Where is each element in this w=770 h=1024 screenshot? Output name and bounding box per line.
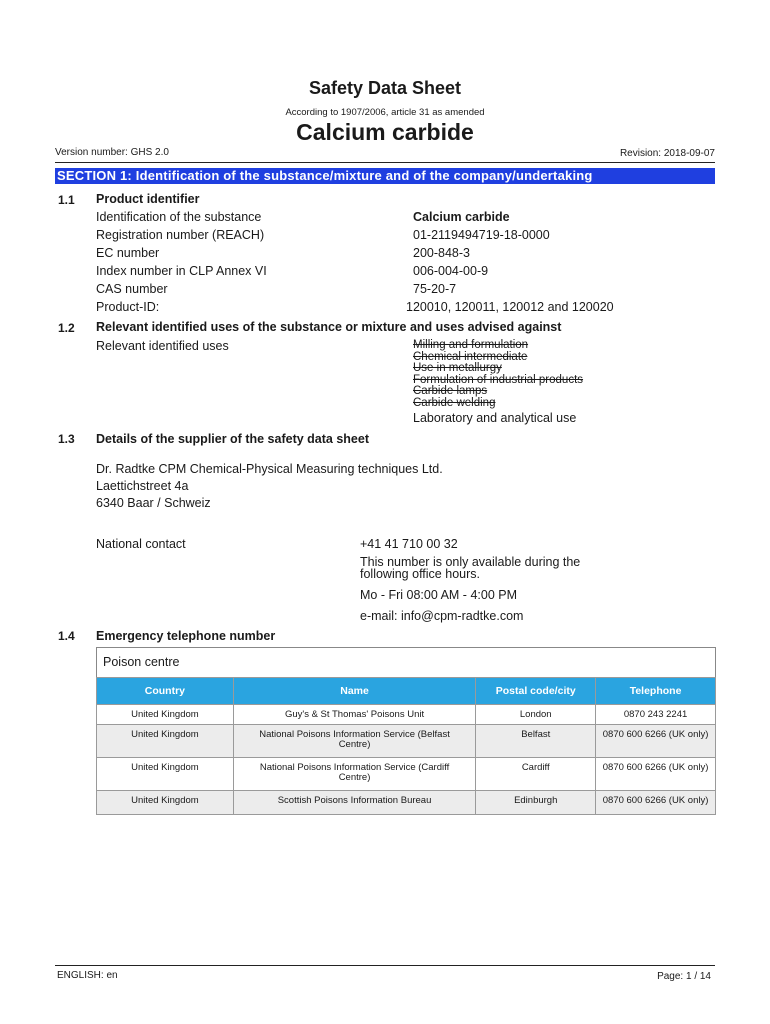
office-hours: Mo - Fri 08:00 AM - 4:00 PM [360,588,517,602]
cell-phone: 0870 600 6266 (UK only) [596,725,716,758]
section-1-3-heading: Details of the supplier of the safety data sheet [96,432,369,446]
section-1-title: SECTION 1: Identification of the substance/mixture and of the company/undertaking [55,168,715,184]
supplier-company: Dr. Radtke CPM Chemical-Physical Measuring techniques Ltd. [96,462,443,476]
cell-phone: 0870 243 2241 [596,705,716,725]
use-item-struck: Carbide lamps [413,385,488,397]
table-row [97,758,716,791]
ec-number-label: EC number [96,246,160,260]
footer-divider [55,965,715,966]
product-name: Calcium carbide [296,119,474,145]
column-header-postal: Postal code/city [476,678,596,705]
reach-value: 01-2119494719-18-0000 [413,228,550,242]
cell-country: United Kingdom [97,758,234,791]
use-item-struck: Chemical intermediate [413,351,528,363]
product-id-label: Product-ID: [96,300,160,314]
table-header-row [97,678,716,705]
clp-index-value: 006-004-00-9 [413,264,489,278]
version-number: Version number: GHS 2.0 [55,147,169,158]
table-row [97,705,716,725]
header-divider [55,162,715,163]
cell-name [233,791,476,815]
cell-phone: 0870 600 6266 (UK only) [596,758,716,791]
cell-name-line: National Poisons Information Service (Cardiff [259,762,450,773]
footer-language: ENGLISH: en [57,970,118,981]
document-title: Safety Data Sheet [308,78,462,98]
clp-index-label: Index number in CLP Annex VI [96,264,267,278]
use-item-current: Laboratory and analytical use [413,411,577,425]
cell-name-line: Guy's & St Thomas' Poisons Unit [284,709,425,720]
cell-phone: 0870 600 6266 (UK only) [596,791,716,815]
reach-label: Registration number (REACH) [96,228,265,242]
use-item-struck: Use in metallurgy [413,362,502,374]
section-1-2-heading: Relevant identified uses of the substance or mixture and uses advised against [96,320,562,334]
cas-label: CAS number [96,282,168,296]
cell-name-line: Centre) [338,772,371,783]
cell-name-line: Scottish Poisons Information Bureau [277,795,432,806]
relevant-uses-label: Relevant identified uses [96,339,229,353]
cell-name-line: National Poisons Information Service (Belfast [259,729,450,740]
national-contact-label: National contact [96,537,186,551]
table-row [97,791,716,815]
availability-note: This number is only available during the [360,555,581,569]
column-header-telephone: Telephone [596,678,716,705]
section-1-4-number: 1.4 [58,629,75,643]
regulation-note: According to 1907/2006, article 31 as amended [285,107,485,118]
supplier-street: Laettichstreet 4a [96,479,189,493]
contact-email: e-mail: info@cpm-radtke.com [360,609,524,623]
ec-number-value: 200-848-3 [413,246,470,260]
cell-city: Edinburgh [476,791,596,815]
use-item-struck: Carbide welding [413,397,496,409]
cell-city: London [476,705,596,725]
footer-page-number: Page: 1 / 14 [657,971,711,982]
cell-name [233,705,476,725]
cell-country: United Kingdom [97,705,234,725]
cell-country: United Kingdom [97,791,234,815]
cell-name [233,725,476,758]
revision-date: Revision: 2018-09-07 [619,148,715,159]
availability-note-2: following office hours. [360,567,480,581]
product-id-value: 120010, 120011, 120012 and 120020 [406,300,614,314]
table-row [97,725,716,758]
cell-city: Belfast [476,725,596,758]
identification-value: Calcium carbide [413,210,510,224]
use-item-struck: Milling and formulation [413,339,529,351]
use-item-struck: Formulation of industrial products [413,374,584,386]
identification-label: Identification of the substance [96,210,262,224]
cell-name [233,758,476,791]
cell-name-line: Centre) [338,739,371,750]
section-1-1-heading: Product identifier [96,192,200,206]
section-1-1-number: 1.1 [58,193,75,207]
column-header-country: Country [97,678,234,705]
poison-centre-table [96,677,716,815]
poison-centre-title: Poison centre [103,655,180,669]
supplier-city: 6340 Baar / Schweiz [96,496,211,510]
section-1-2-number: 1.2 [58,321,75,335]
national-contact-phone: +41 41 710 00 32 [360,537,458,551]
column-header-name: Name [233,678,476,705]
cell-country: United Kingdom [97,725,234,758]
cas-value: 75-20-7 [413,282,457,296]
section-1-3-number: 1.3 [58,432,75,446]
cell-city: Cardiff [476,758,596,791]
section-1-4-heading: Emergency telephone number [96,629,276,643]
